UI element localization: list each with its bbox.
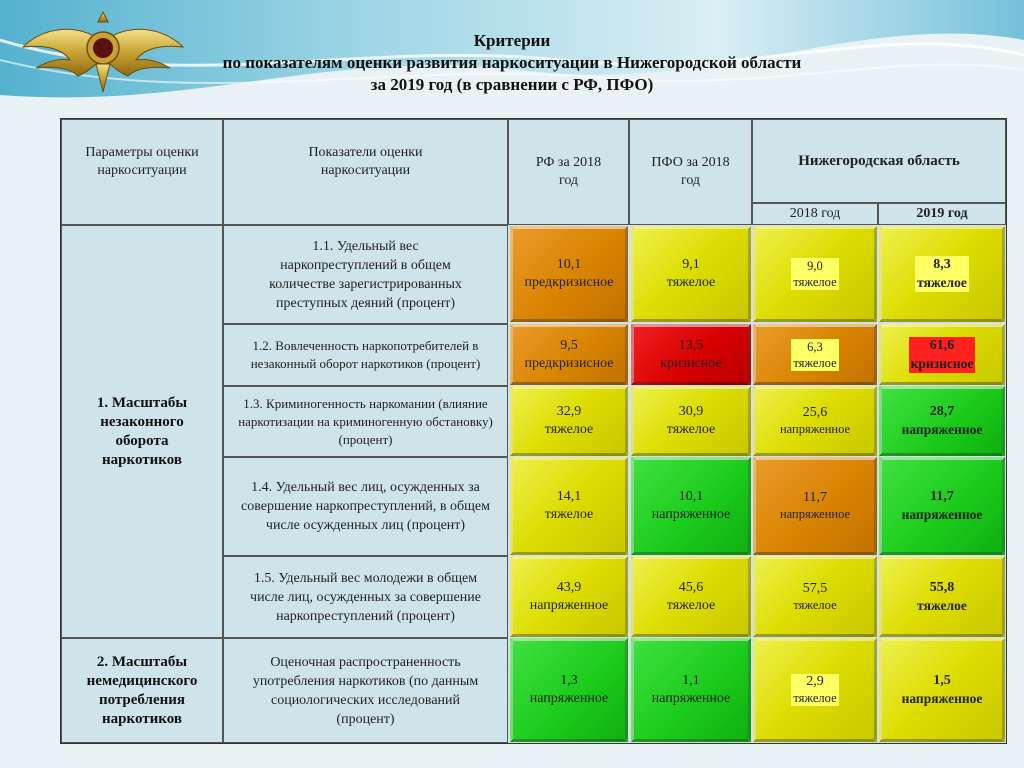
value-cell <box>879 386 1005 456</box>
value-number: 61,6 <box>929 337 955 353</box>
value-cell <box>753 556 877 637</box>
value-number: 57,5 <box>802 580 828 596</box>
value-status: напряженное <box>779 422 851 436</box>
value-cell <box>510 386 628 456</box>
criteria-table <box>60 118 1007 744</box>
value-cell <box>631 226 751 322</box>
page-title <box>0 30 1024 96</box>
value-cell <box>879 638 1005 742</box>
value-number: 9,5 <box>560 337 578 353</box>
value-status: напряженное <box>901 507 983 522</box>
value-cell <box>879 556 1005 637</box>
value-cell <box>879 457 1005 555</box>
value-number: 32,9 <box>556 404 582 419</box>
value-status: предкризисное <box>524 355 614 371</box>
value-cell <box>510 457 628 555</box>
value-status: тяжелое <box>793 355 837 370</box>
value-cell <box>879 324 1005 385</box>
value-number: 11,7 <box>803 490 827 505</box>
value-status: напряженное <box>529 691 609 706</box>
value-status: тяжелое <box>793 597 837 612</box>
value-status: тяжелое <box>793 691 837 705</box>
value-status: кризисное <box>910 355 974 371</box>
value-number: 10,1 <box>678 489 704 504</box>
indicator-1-1: 1.1. Удельный вес наркопреступлений в общем количестве зарегистрированных преступных деяний (процент) <box>223 225 508 324</box>
value-number: 55,8 <box>929 579 955 595</box>
value-number: 14,1 <box>556 489 582 504</box>
header-pfo: ПФО за 2018 год <box>629 119 752 225</box>
value-status: тяжелое <box>793 275 837 289</box>
value-cell <box>631 386 751 456</box>
value-status: тяжелое <box>544 507 594 522</box>
title-line-2: по показателям оценки развития наркоситуации в Нижегородской области <box>222 53 802 72</box>
header-region: Нижегородская область <box>752 119 1006 203</box>
value-status: напряженное <box>779 507 851 521</box>
header-params: Параметры оценки наркоситуации <box>61 119 223 225</box>
value-number: 9,1 <box>682 257 700 272</box>
value-status: тяжелое <box>544 422 594 437</box>
value-number: 10,1 <box>556 257 582 272</box>
value-cell <box>510 324 628 385</box>
value-status: напряженное <box>651 691 731 706</box>
value-cell <box>753 638 877 742</box>
value-cell <box>753 226 877 322</box>
header-year-2019: 2019 год <box>878 203 1006 225</box>
value-cell <box>753 457 877 555</box>
value-cell <box>510 638 628 742</box>
indicator-1-3: 1.3. Криминогенность наркомании (влияние наркотизации на криминогенную обстановку) (процент) <box>223 386 508 457</box>
value-cell <box>753 386 877 456</box>
value-cell <box>631 324 751 385</box>
value-status: предкризисное <box>524 275 614 290</box>
value-number: 9,0 <box>807 259 823 273</box>
indicator-1-4: 1.4. Удельный вес лиц, осужденных за совершение наркопреступлений, в общем числе осужденных лиц (процент) <box>223 457 508 556</box>
title-line-1: Критерии <box>473 31 551 50</box>
value-number: 45,6 <box>678 579 704 595</box>
value-status: напряженное <box>529 597 609 613</box>
value-status: тяжелое <box>917 597 967 613</box>
value-status: тяжелое <box>666 422 716 437</box>
value-number: 6,3 <box>807 339 823 354</box>
value-number: 28,7 <box>929 404 955 419</box>
value-number: 30,9 <box>678 404 704 419</box>
value-status: кризисное <box>660 355 722 371</box>
value-status: тяжелое <box>666 275 716 290</box>
header-rf: РФ за 2018 год <box>508 119 629 225</box>
value-number: 1,3 <box>560 673 578 688</box>
value-cell <box>631 638 751 742</box>
value-cell <box>753 324 877 385</box>
value-cell <box>510 226 628 322</box>
value-status: напряженное <box>901 422 983 437</box>
value-status: тяжелое <box>917 275 967 290</box>
value-number: 13,5 <box>678 337 704 353</box>
value-number: 25,6 <box>802 405 828 420</box>
value-status: напряженное <box>651 507 731 522</box>
title-line-3: за 2019 год (в сравнении с РФ, ПФО) <box>370 75 654 94</box>
indicator-1-5: 1.5. Удельный вес молодежи в общем числе лиц, осужденных за совершение наркопреступлений (процент) <box>223 556 508 638</box>
header-year-2018: 2018 год <box>752 203 878 225</box>
group-label-illegal-trafficking: 1. Масштабы незаконного оборота наркотиков <box>61 225 223 638</box>
value-number: 1,1 <box>682 673 700 688</box>
value-number: 43,9 <box>556 579 582 595</box>
value-number: 8,3 <box>933 257 951 272</box>
value-cell <box>510 556 628 637</box>
value-number: 1,5 <box>933 673 951 688</box>
indicator-2: Оценочная распространенность употребления наркотиков (по данным социологических исследований (процент) <box>223 638 508 743</box>
group-label-nonmedical-use: 2. Масштабы немедицинского потребления наркотиков <box>61 638 223 743</box>
value-cell <box>879 226 1005 322</box>
value-cell <box>631 457 751 555</box>
value-status: напряженное <box>901 691 983 706</box>
value-status: тяжелое <box>666 597 716 613</box>
value-cell <box>631 556 751 637</box>
indicator-1-2: 1.2. Вовлеченность наркопотребителей в незаконный оборот наркотиков (процент) <box>223 324 508 386</box>
value-number: 11,7 <box>930 489 954 504</box>
header-indicators: Показатели оценки наркоситуации <box>223 119 508 225</box>
value-number: 2,9 <box>806 674 824 689</box>
